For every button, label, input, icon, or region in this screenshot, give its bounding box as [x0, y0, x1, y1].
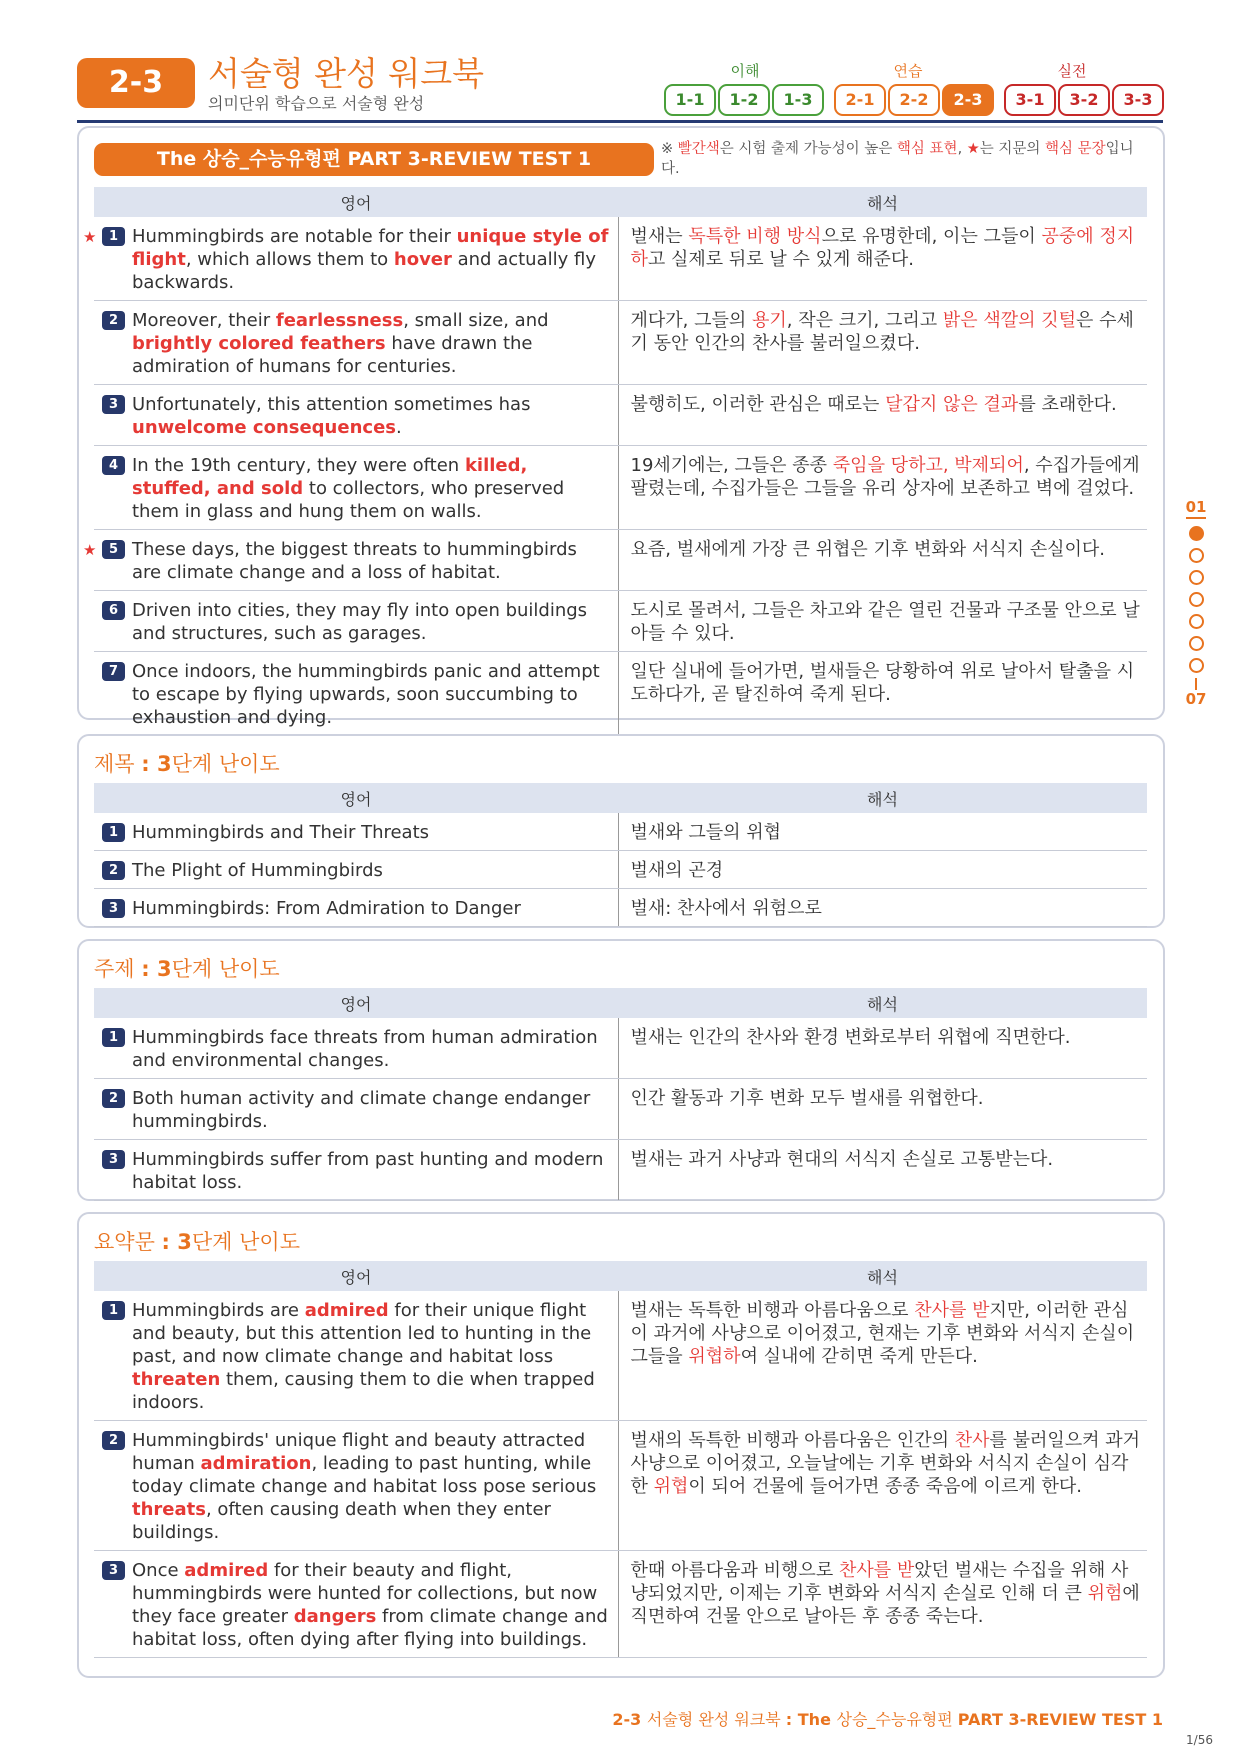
text-segment: In the 19th century, they were often — [132, 455, 465, 476]
text-segment: 았던 벌새는 수집을 위해 사냥되었지만, 이제는 기후 변화와 서식지 손실로 인해 더 큰 — [630, 1560, 1129, 1604]
review-test-section — [77, 126, 1165, 728]
summary-section-heading — [94, 1226, 300, 1256]
text-segment: , 작은 크기, 그리고 — [786, 310, 943, 331]
step-1-2[interactable]: 1-2 — [718, 84, 770, 116]
step-3-2[interactable]: 3-2 — [1058, 84, 1110, 116]
section-badge: 2-3 — [77, 58, 195, 108]
page-dot-icon[interactable] — [1189, 548, 1204, 563]
sentence-number: 1 — [102, 1028, 125, 1047]
page-dot-icon[interactable] — [1189, 526, 1204, 541]
english-sentence — [94, 851, 618, 889]
table-row — [94, 1291, 1147, 1421]
korean-translation — [618, 1079, 1147, 1140]
table-row — [94, 1018, 1147, 1079]
text-segment: 지만, 이러한 관심이 과거에 사냥으로 이어졌고, 현재는 기후 변화와 서식지 손실이 그들을 — [630, 1300, 1135, 1367]
side-nav-divider — [1186, 517, 1206, 519]
text-segment: Hummingbirds' unique flight and beauty attracted human — [132, 1430, 586, 1474]
text-segment: 은 수세기 동안 인간의 찬사를 불러일으켰다. — [630, 310, 1134, 354]
text-segment: 를 초래한다. — [1018, 394, 1117, 415]
text-segment: Once — [132, 1560, 185, 1581]
key-expression: dangers — [293, 1606, 377, 1627]
english-sentence — [83, 217, 618, 301]
text-segment: 벌새의 독특한 비행과 아름다움은 인간의 — [630, 1430, 955, 1451]
side-nav-start: 01 — [1185, 498, 1207, 516]
key-expression: brightly colored feathers — [132, 333, 386, 354]
summary-section — [77, 1212, 1165, 1678]
korean-translation — [618, 1018, 1147, 1079]
text-segment: and actually fly backwards. — [132, 249, 596, 293]
page-number: 1/56 — [1186, 1733, 1213, 1747]
text-segment: 벌새는 과거 사냥과 현대의 서식지 손실로 고통받는다. — [630, 1149, 1054, 1170]
key-expression: 죽임을 당하고, 박제되어 — [832, 455, 1024, 476]
sentence-number: 1 — [102, 227, 125, 246]
text-segment: 벌새는 — [630, 226, 689, 247]
text-segment: Hummingbirds and Their Threats — [132, 822, 430, 843]
english-sentence — [94, 301, 618, 385]
step-3-3[interactable]: 3-3 — [1112, 84, 1164, 116]
text-segment: Hummingbirds face threats from human admiration and environmental changes. — [132, 1027, 598, 1071]
sentence-number: 3 — [102, 899, 125, 918]
key-expression: fearlessness — [275, 310, 404, 331]
note-text: 은 시험 출제 가능성이 높은 — [719, 141, 897, 157]
sentence-number: 4 — [102, 456, 125, 475]
text-segment: , often causing death when they enter buildings. — [132, 1499, 551, 1543]
footer-section: 2-3 — [612, 1710, 647, 1729]
text-segment: from climate change and habitat loss, often dying after flying into buildings. — [132, 1606, 608, 1650]
sentence-number: 2 — [102, 861, 125, 880]
step-2-3[interactable]: 2-3 — [942, 84, 994, 116]
table-row — [94, 851, 1147, 889]
table-row — [94, 889, 1147, 927]
note-highlight: 핵심 표현 — [896, 141, 958, 157]
english-sentence — [94, 813, 618, 851]
text-segment: , 수집가들에게 팔렸는데, 수집가들은 그들을 유리 상자에 보존하고 벽에 걸었다. — [630, 455, 1140, 499]
sentence-number: 6 — [102, 601, 125, 620]
sentence-number: 2 — [102, 1431, 125, 1450]
sentence-number: 2 — [102, 311, 125, 330]
table-row — [94, 1079, 1147, 1140]
table-row — [94, 591, 1147, 652]
table-row — [94, 446, 1147, 530]
note-text: 는 지문의 — [979, 141, 1046, 157]
sentence-number: 1 — [102, 1301, 125, 1320]
text-segment: The Plight of Hummingbirds — [132, 860, 383, 881]
summary-table — [94, 1261, 1147, 1658]
korean-translation — [618, 1140, 1147, 1201]
step-3-1[interactable]: 3-1 — [1004, 84, 1056, 116]
korean-translation — [618, 530, 1147, 591]
side-nav-end: 07 — [1185, 690, 1207, 708]
step-2-1[interactable]: 2-1 — [834, 84, 886, 116]
key-expression: 찬사 — [954, 1430, 990, 1451]
table-row — [94, 1421, 1147, 1551]
column-header-korean: 해석 — [618, 1261, 1147, 1291]
column-header-korean: 해석 — [618, 187, 1147, 217]
legend-note — [661, 139, 1141, 179]
text-segment: 불행히도, 이러한 관심은 때로는 — [630, 394, 886, 415]
text-segment: 으로 유명한데, 이는 그들이 — [821, 226, 1042, 247]
review-table — [83, 187, 1147, 736]
text-segment: Once indoors, the hummingbirds panic and attempt to escape by flying upwards, soon succumbing to exhaustion and dying. — [132, 661, 600, 728]
text-segment: , small size, and — [403, 310, 549, 331]
footer-text: 서술형 완성 워크북 — [646, 1710, 786, 1729]
korean-translation — [618, 301, 1147, 385]
key-expression: admired — [304, 1300, 389, 1321]
side-page-navigation — [1183, 498, 1209, 708]
key-expression: threats — [132, 1499, 206, 1520]
footer-caption — [612, 1707, 1163, 1730]
text-segment: Driven into cities, they may fly into open buildings and structures, such as garages. — [132, 600, 588, 644]
table-row — [94, 217, 1147, 301]
key-expression: unique style of flight — [132, 226, 609, 270]
group-label-understand: 이해 — [730, 62, 760, 80]
page-dot-icon[interactable] — [1189, 636, 1204, 651]
text-segment: for their unique flight and beauty, but this attention led to hunting in the past, and now climate change and habitat loss — [132, 1300, 592, 1367]
korean-translation — [618, 1291, 1147, 1421]
korean-translation — [618, 652, 1147, 736]
text-segment: Hummingbirds are — [132, 1300, 305, 1321]
table-row — [94, 1140, 1147, 1201]
text-segment: to collectors, who preserved them in glass and hung them on walls. — [132, 478, 565, 522]
step-1-1[interactable]: 1-1 — [664, 84, 716, 116]
english-sentence — [94, 652, 618, 736]
english-sentence — [94, 385, 618, 446]
text-segment: 19세기에는, 그들은 종종 — [630, 455, 833, 476]
text-segment: 벌새와 그들의 위협 — [630, 822, 782, 843]
sentence-number: 5 — [102, 540, 125, 559]
text-segment: 도시로 몰려서, 그들은 차고와 같은 열린 건물과 구조물 안으로 날아들 수 있다. — [630, 600, 1140, 644]
sentence-number: 3 — [102, 1150, 125, 1169]
text-segment: 벌새는 인간의 찬사와 환경 변화로부터 위협에 직면한다. — [630, 1027, 1071, 1048]
column-header-english: 영어 — [94, 187, 618, 217]
page-dot-icon[interactable] — [1189, 592, 1204, 607]
topic-section — [77, 939, 1165, 1201]
text-segment: them, causing them to die when trapped indoors. — [132, 1369, 595, 1413]
heading-text: 단계 난이도 — [191, 1230, 300, 1254]
table-row — [94, 530, 1147, 591]
text-segment: , leading to past hunting, while today climate change and habitat loss pose serious — [132, 1453, 597, 1497]
english-sentence — [94, 1018, 618, 1079]
heading-text: 단계 난이도 — [171, 752, 280, 776]
table-row — [94, 385, 1147, 446]
sentence-number: 7 — [102, 662, 125, 681]
korean-translation — [618, 1551, 1147, 1658]
footer-text: PART 3-REVIEW TEST 1 — [957, 1710, 1163, 1729]
korean-translation — [618, 813, 1147, 851]
key-expression: admired — [184, 1560, 269, 1581]
korean-translation — [618, 385, 1147, 446]
heading-level: : 3 — [141, 957, 172, 981]
title-section — [77, 734, 1165, 928]
key-expression: 찬사를 받 — [914, 1300, 990, 1321]
key-expression: hover — [393, 249, 452, 270]
heading-text: 주제 — [94, 957, 142, 981]
text-segment: Both human activity and climate change endanger hummingbirds. — [132, 1088, 591, 1132]
heading-text: 단계 난이도 — [171, 957, 280, 981]
page-subtitle: 의미단위 학습으로 서술형 완성 — [208, 94, 425, 113]
text-segment: , which allows them to — [185, 249, 394, 270]
korean-translation — [618, 446, 1147, 530]
page-dot-icon[interactable] — [1189, 570, 1204, 585]
text-segment: for their beauty and flight, hummingbirds were hunted for collections, but now they face greater — [132, 1560, 598, 1627]
sentence-number: 3 — [102, 395, 125, 414]
page-dot-icon[interactable] — [1189, 658, 1204, 673]
sentence-number: 3 — [102, 1561, 125, 1580]
text-segment: Hummingbirds are notable for their — [132, 226, 457, 247]
side-nav-dots — [1183, 526, 1209, 673]
text-segment: 벌새는 독특한 비행과 아름다움으로 — [630, 1300, 915, 1321]
column-header-english: 영어 — [94, 783, 618, 813]
korean-translation — [618, 591, 1147, 652]
table-row — [94, 813, 1147, 851]
key-expression: 용기 — [752, 310, 787, 331]
title-section-heading — [94, 748, 280, 778]
text-segment: Moreover, their — [132, 310, 276, 331]
text-segment: Hummingbirds: From Admiration to Danger — [132, 898, 521, 919]
key-expression: 공중에 정지하 — [630, 226, 1135, 270]
column-header-korean: 해석 — [618, 783, 1147, 813]
key-expression: killed, stuffed, and sold — [132, 455, 528, 499]
column-header-english: 영어 — [94, 1261, 618, 1291]
key-expression: 위협 — [653, 1476, 689, 1497]
english-sentence — [94, 1140, 618, 1201]
column-header-english: 영어 — [94, 988, 618, 1018]
english-sentence — [94, 1421, 618, 1551]
key-expression: admiration — [200, 1453, 312, 1474]
text-segment: have drawn the admiration of humans for centuries. — [132, 333, 533, 377]
text-segment: 벌새: 찬사에서 위험으로 — [630, 898, 822, 919]
note-text: , — [957, 141, 967, 157]
header-divider — [77, 120, 1163, 123]
page-dot-icon[interactable] — [1189, 614, 1204, 629]
topic-table — [94, 988, 1147, 1201]
text-segment: 를 불러일으켜 과거 사냥으로 이어졌고, 오늘날에는 기후 변화와 서식지 손실이 심각한 — [630, 1430, 1141, 1497]
text-segment: 한때 아름다움과 비행으로 — [630, 1560, 839, 1581]
group-label-practice: 연습 — [893, 62, 923, 80]
text-segment: Unfortunately, this attention sometimes has — [132, 394, 531, 415]
english-sentence — [94, 1551, 618, 1658]
heading-level: : 3 — [161, 1230, 192, 1254]
step-2-2[interactable]: 2-2 — [888, 84, 940, 116]
english-sentence — [94, 1291, 618, 1421]
star-icon: ★ — [83, 541, 97, 559]
footer-text: : The — [785, 1710, 837, 1729]
english-sentence — [94, 446, 618, 530]
key-expression: 밝은 색깔의 깃털 — [942, 310, 1076, 331]
text-segment: 에 직면하여 건물 안으로 날아든 후 종종 죽는다. — [630, 1583, 1140, 1627]
text-segment: 인간 활동과 기후 변화 모두 벌새를 위협한다. — [630, 1088, 984, 1109]
key-expression: 위협하 — [688, 1346, 741, 1367]
sentence-number: 1 — [102, 823, 125, 842]
text-segment: Hummingbirds suffer from past hunting and modern habitat loss. — [132, 1149, 604, 1193]
side-nav-divider — [1195, 678, 1197, 690]
footer-text: 상승_수능유형편 — [836, 1710, 958, 1729]
sentence-number: 2 — [102, 1089, 125, 1108]
star-icon: ★ — [966, 141, 980, 157]
english-sentence — [94, 889, 618, 927]
english-sentence — [94, 1079, 618, 1140]
star-icon: ★ — [83, 228, 97, 246]
english-sentence — [83, 530, 618, 591]
korean-translation — [618, 217, 1147, 301]
note-text: ※ — [661, 141, 678, 157]
key-expression: 위험 — [1087, 1583, 1123, 1604]
table-row — [94, 1551, 1147, 1658]
text-segment: These days, the biggest threats to hummingbirds are climate change and a loss of habitat. — [132, 539, 577, 583]
group-label-real: 실전 — [1057, 62, 1087, 80]
review-test-tag: The 상승_수능유형편 PART 3-REVIEW TEST 1 — [94, 143, 654, 176]
text-segment: 여 실내에 갇히면 죽게 만든다. — [740, 1346, 978, 1367]
table-row — [94, 652, 1147, 736]
title-table — [94, 783, 1147, 927]
note-text: 입니다. — [661, 141, 1134, 177]
step-1-3[interactable]: 1-3 — [772, 84, 824, 116]
korean-translation — [618, 889, 1147, 927]
heading-level: : 3 — [141, 752, 172, 776]
page-title: 서술형 완성 워크북 — [208, 54, 485, 93]
heading-text: 요약문 — [94, 1230, 162, 1254]
text-segment: . — [396, 417, 402, 438]
table-row — [94, 301, 1147, 385]
english-sentence — [94, 591, 618, 652]
korean-translation — [618, 851, 1147, 889]
note-highlight: 핵심 문장 — [1045, 141, 1106, 157]
key-expression: 달갑지 않은 결과 — [885, 394, 1019, 415]
text-segment: 요즘, 벌새에게 가장 큰 위협은 기후 변화와 서식지 손실이다. — [630, 539, 1106, 560]
column-header-korean: 해석 — [618, 988, 1147, 1018]
key-expression: 독특한 비행 방식 — [688, 226, 822, 247]
topic-section-heading — [94, 953, 280, 983]
key-expression: threaten — [132, 1369, 221, 1390]
text-segment: 벌새의 곤경 — [630, 860, 724, 881]
text-segment: 게다가, 그들의 — [630, 310, 752, 331]
note-highlight: 빨간색 — [677, 141, 720, 157]
key-expression: 찬사를 받 — [838, 1560, 915, 1581]
key-expression: unwelcome consequences — [132, 417, 396, 438]
heading-text: 제목 — [94, 752, 142, 776]
text-segment: 일단 실내에 들어가면, 벌새들은 당황하여 위로 날아서 탈출을 시도하다가, 곧 탈진하여 죽게 된다. — [630, 661, 1135, 705]
korean-translation — [618, 1421, 1147, 1551]
text-segment: 고 실제로 뒤로 날 수 있게 해준다. — [647, 249, 914, 270]
text-segment: 이 되어 건물에 들어가면 종종 죽음에 이르게 한다. — [688, 1476, 1082, 1497]
